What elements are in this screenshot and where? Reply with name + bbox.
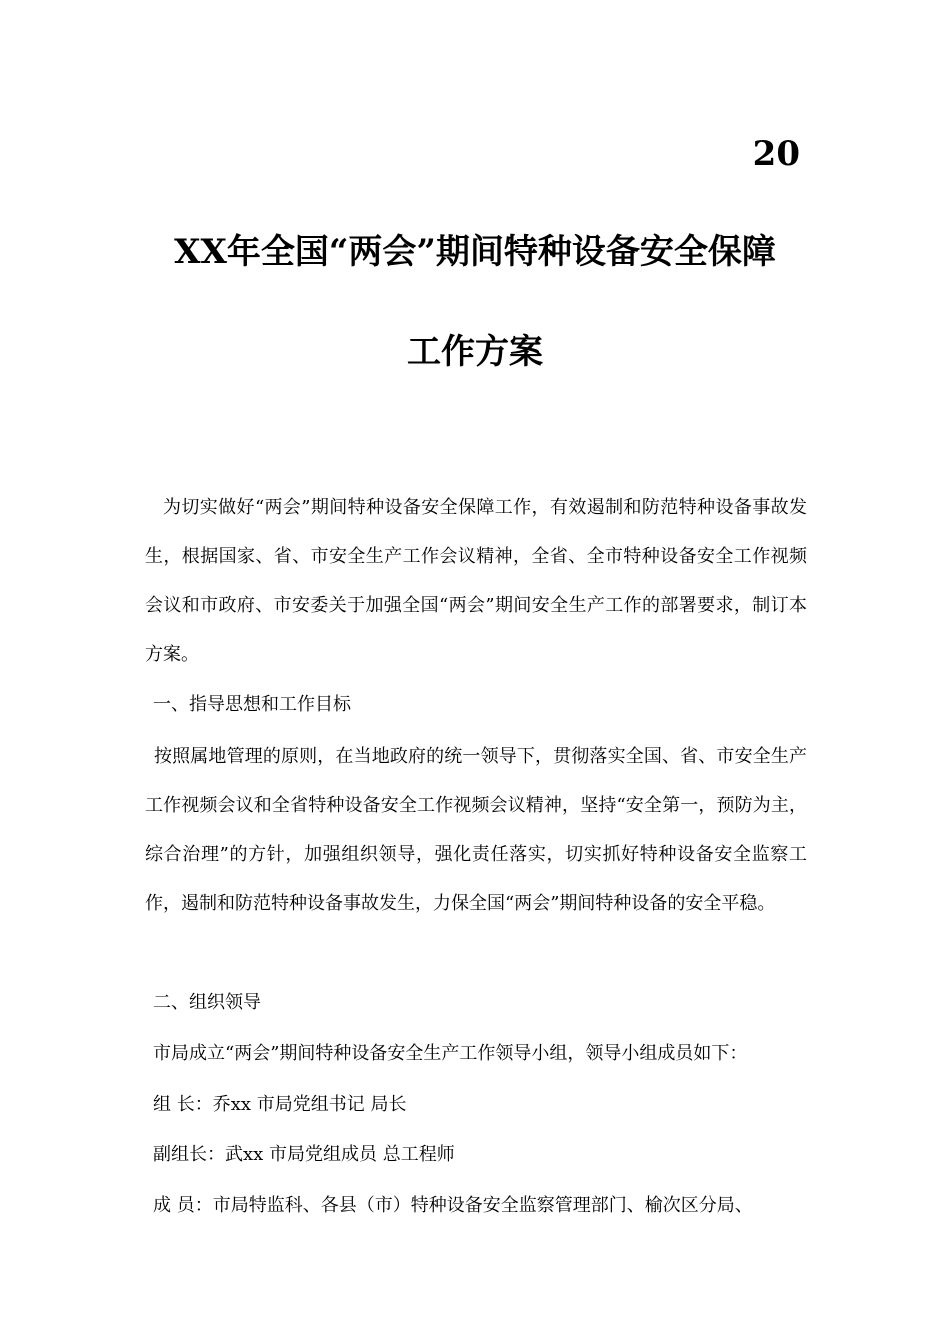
section2-heading: 二、组织领导	[153, 992, 261, 1013]
section1-heading: 一、指导思想和工作目标	[153, 694, 351, 715]
title-year: 20	[752, 134, 800, 174]
members-line: 成 员：市局特监科、各县（市）特种设备安全监察管理部门、榆次区分局、	[153, 1195, 753, 1216]
deputy-leader-line: 副组长：武xx 市局党组成员 总工程师	[153, 1144, 455, 1165]
intro-paragraph: 为切实做好“两会”期间特种设备安全保障工作，有效遏制和防范特种设备事故发生，根据国家、省、市安全生产工作会议精神，全省、全市特种设备安全工作视频会议和市政府、市安委关于加强全国“两会”期间安全生产工作的部署要求，制订本方案。	[145, 497, 807, 665]
section2-intro: 市局成立“两会”期间特种设备安全生产工作领导小组，领导小组成员如下：	[153, 1043, 748, 1064]
section1-body: 按照属地管理的原则，在当地政府的统一领导下，贯彻落实全国、省、市安全生产工作视频会议和全省特种设备安全工作视频会议精神，坚持“安全第一，预防为主，综合治理”的方针，加强组织领导，强化责任落实，切实抓好特种设备安全监察工作，遏制和防范特种设备事故发生，力保全国“两会”期间特种设备的安全平稳。	[145, 746, 807, 914]
document-title-line1: XX年全国“两会”期间特种设备安全保障	[174, 232, 776, 272]
leader-line: 组 长：乔xx 市局党组书记 局长	[153, 1094, 407, 1115]
document-title-line2: 工作方案	[407, 332, 543, 372]
